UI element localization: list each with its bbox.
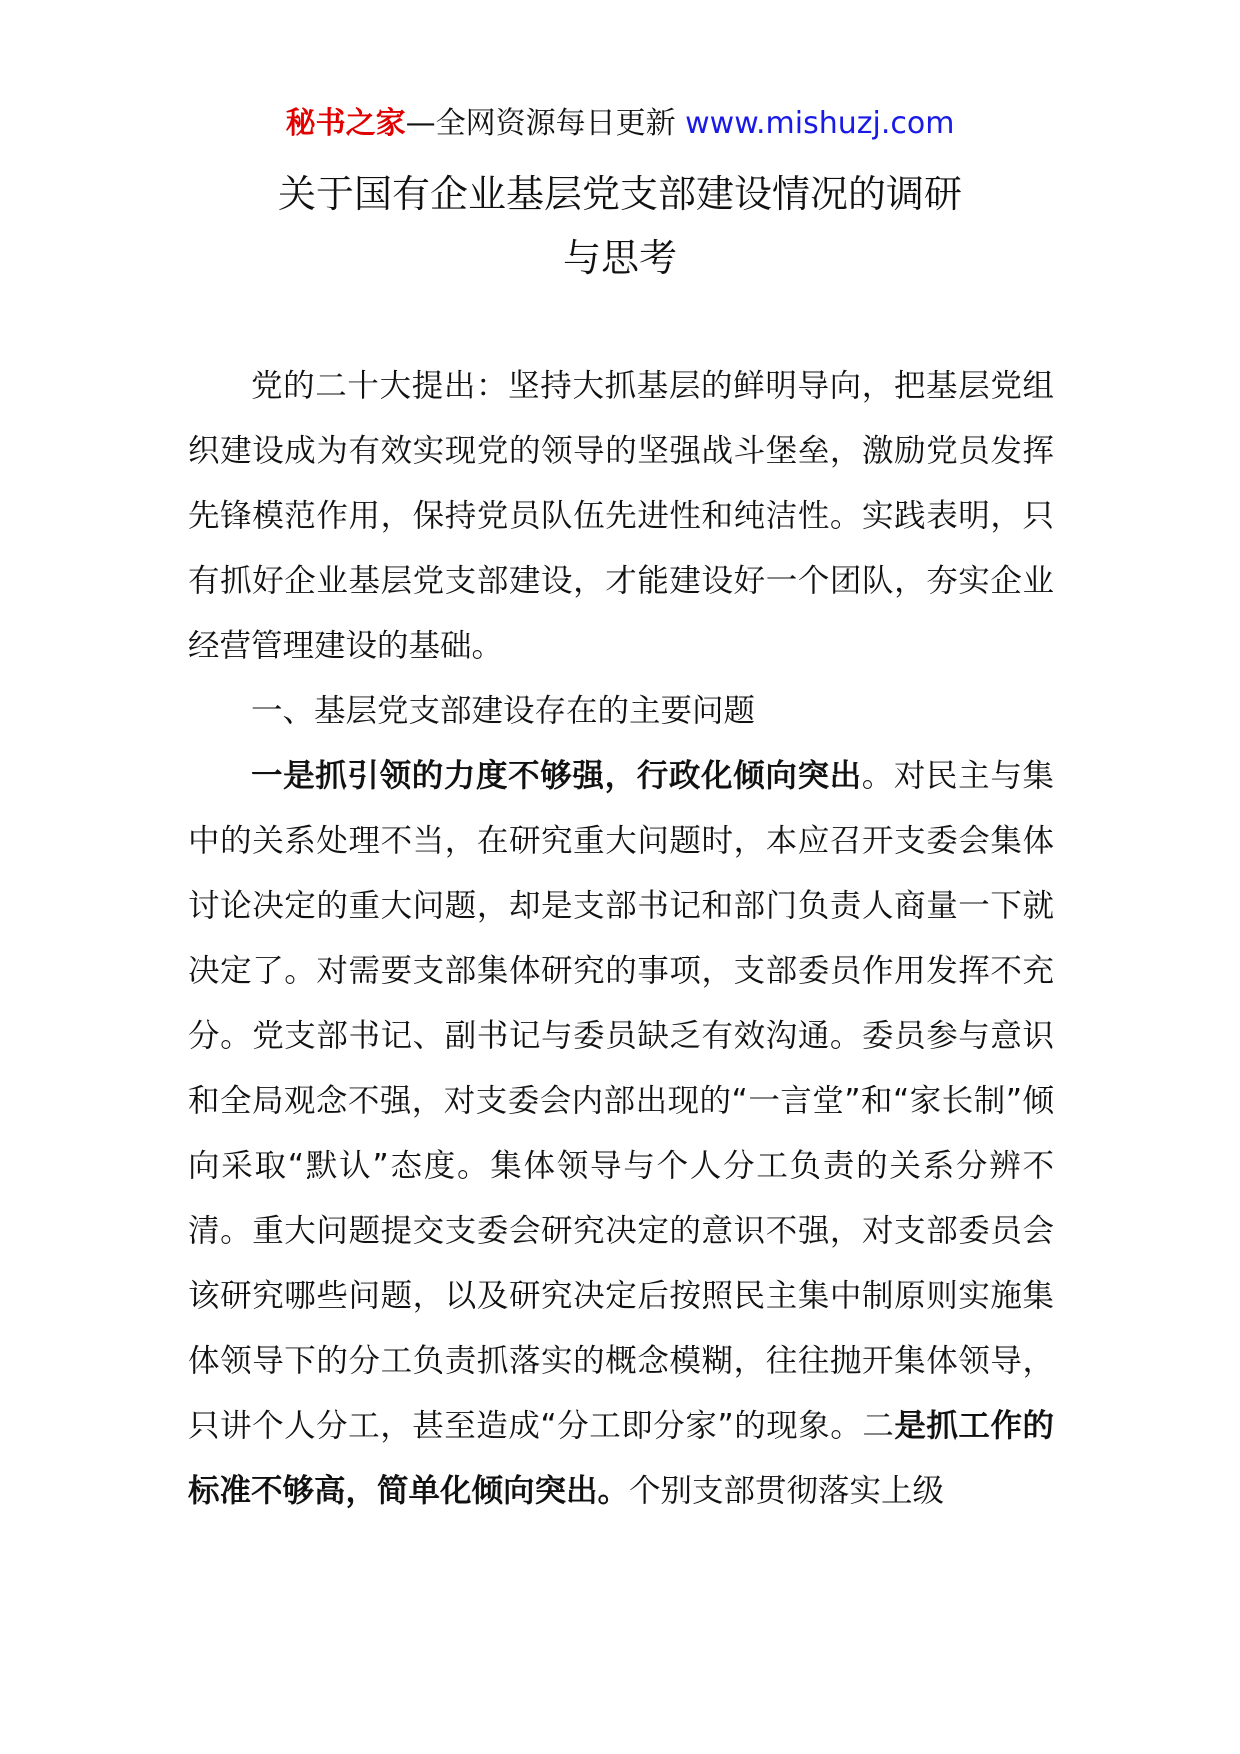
- paragraph-2-text: 个别支部贯彻落实上级: [629, 1473, 945, 1509]
- document-title: [0, 162, 1240, 290]
- paragraph-2-lead: 是抓工作的标准不够高，简单化倾向突出。: [188, 1408, 1054, 1509]
- section-heading: 一、基层党支部建设存在的主要问题: [251, 693, 756, 729]
- intro-paragraph: 党的二十大提出：坚持大抓基层的鲜明导向，把基层党组织建设成为有效实现党的领导的坚强战斗堡垒，激励党员发挥先锋模范作用，保持党员队伍先进性和纯洁性。实践表明，只有抓好企业基层党支部建设，才能建设好一个团队，夯实企业经营管理建设的基础。: [188, 368, 1054, 664]
- site-link[interactable]: www.mishuzj.com: [685, 106, 955, 141]
- title-line-1: 关于国有企业基层党支部建设情况的调研: [277, 172, 962, 216]
- site-header: [0, 100, 1240, 148]
- paragraph-1-lead: 一是抓引领的力度不够强，行政化倾向突出: [251, 758, 862, 794]
- body-paragraph: [188, 744, 1054, 1524]
- title-line-2: 与思考: [562, 236, 677, 280]
- document-body: [188, 354, 1054, 1524]
- header-slogan: —全网资源每日更新: [405, 106, 686, 141]
- brand-name: 秘书之家: [285, 106, 406, 141]
- paragraph-1-text: 。对民主与集中的关系处理不当，在研究重大问题时，本应召开支委会集体讨论决定的重大问题，却是支部书记和部门负责人商量一下就决定了。对需要支部集体研究的事项，支部委员作用发挥不充分。党支部书记、副书记与委员缺乏有效沟通。委员参与意识和全局观念不强，对支委会内部出现的“一言堂”和“家长制”倾向采取“默认”态度。集体领导与个人分工负责的关系分辨不清。重大问题提交支委会研究决定的意识不强，对支部委员会该研究哪些问题，以及研究决定后按照民主集中制原则实施集体领导下的分工负责抓落实的概念模糊，往往抛开集体领导，只讲个人分工，甚至造成“分工即分家”的现象。二: [188, 758, 1054, 1444]
